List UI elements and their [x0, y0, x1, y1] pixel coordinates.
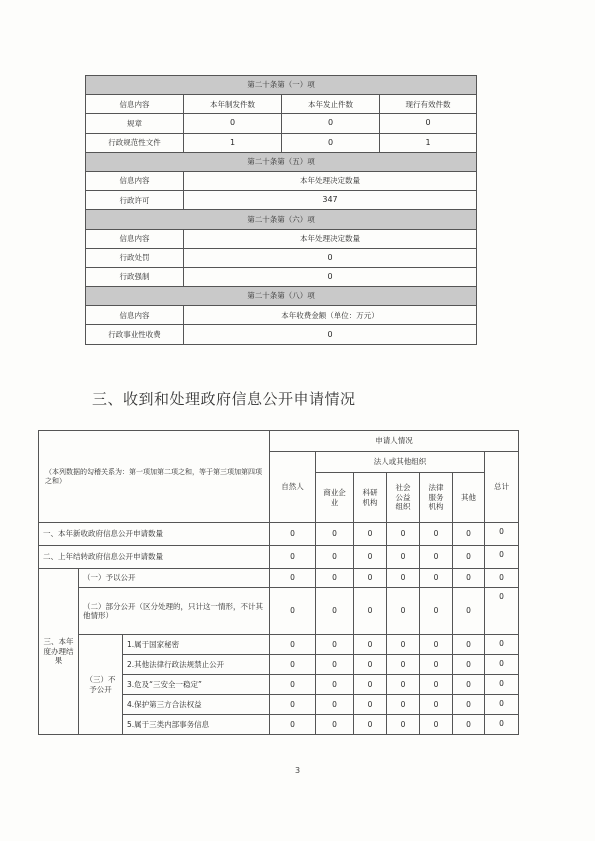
- cell-value: 0: [453, 569, 485, 588]
- cell-value: 0: [420, 695, 453, 715]
- application-stats-table: [38, 430, 519, 735]
- cell-value: 0: [453, 546, 485, 569]
- row-disclosed: （一）予以公开: [79, 569, 270, 588]
- cell-value: 0: [270, 569, 316, 588]
- col-header: 本年处理决定数量: [184, 229, 477, 248]
- cell-value: 0: [270, 655, 316, 675]
- legal-entity-header: 法人或其他组织: [316, 452, 485, 473]
- row-label: 行政事业性收费: [86, 325, 184, 344]
- cell-value: 0: [316, 695, 354, 715]
- cell-value: 0: [316, 523, 354, 546]
- cell-value: 0: [354, 675, 387, 695]
- cell-value: 0: [420, 569, 453, 588]
- cell-value: 0: [453, 635, 485, 655]
- cell-value: 0: [420, 588, 453, 635]
- cell-value: 0: [380, 114, 477, 133]
- cell-value: 0: [316, 588, 354, 635]
- page-number: 3: [294, 766, 301, 775]
- section-header: 第二十条第（一）项: [86, 76, 477, 95]
- cell-value: 0: [485, 546, 519, 569]
- cell-value: 0: [387, 569, 420, 588]
- row-label: 规章: [86, 114, 184, 133]
- cell-value: 0: [485, 569, 519, 588]
- section-title: 三、收到和处理政府信息公开申请情况: [92, 390, 356, 408]
- cell-value: 0: [316, 635, 354, 655]
- row-law-prohibited: 2.其他法律行政法规禁止公开: [123, 655, 270, 675]
- row-carried-over: 二、上年结转政府信息公开申请数量: [39, 546, 270, 569]
- cell-value: 0: [387, 655, 420, 675]
- cell-value: 0: [282, 114, 380, 133]
- cell-value: 0: [420, 523, 453, 546]
- cell-value: 0: [354, 523, 387, 546]
- cell-value: 347: [184, 191, 477, 210]
- row-label: 行政许可: [86, 191, 184, 210]
- row-partially-disclosed: （二）部分公开（区分处理的，只计这一情形，不计其他情形）: [79, 588, 270, 635]
- cell-value: 0: [184, 248, 477, 267]
- col-other: 其他: [453, 473, 485, 523]
- section-header: 第二十条第（五）项: [86, 152, 477, 171]
- row-security-stability: 3.危及“三安全一稳定”: [123, 675, 270, 695]
- section-header: 第二十条第（六）项: [86, 210, 477, 229]
- cell-value: 0: [316, 715, 354, 735]
- cell-value: 0: [453, 523, 485, 546]
- cell-value: 0: [420, 715, 453, 735]
- col-header: 信息内容: [86, 95, 184, 114]
- cell-value: 0: [354, 588, 387, 635]
- col-total: 总计: [485, 452, 519, 523]
- cell-value: 0: [485, 675, 519, 695]
- cell-value: 0: [387, 523, 420, 546]
- row-label: 行政处罚: [86, 248, 184, 267]
- row-label: 行政强制: [86, 267, 184, 286]
- cell-value: 0: [387, 715, 420, 735]
- cell-value: 0: [453, 588, 485, 635]
- cell-value: 0: [485, 695, 519, 715]
- cell-value: 0: [485, 635, 519, 655]
- col-natural-person: 自然人: [270, 452, 316, 523]
- row-internal-affairs: 5.属于三类内部事务信息: [123, 715, 270, 735]
- cell-value: 0: [420, 655, 453, 675]
- cell-value: 0: [184, 267, 477, 286]
- col-header: 信息内容: [86, 171, 184, 190]
- cell-value: 0: [270, 523, 316, 546]
- cell-value: 0: [316, 546, 354, 569]
- cell-value: 1: [184, 133, 282, 152]
- cell-value: 1: [380, 133, 477, 152]
- cell-value: 0: [485, 523, 519, 546]
- section-header: 第二十条第（八）项: [86, 287, 477, 306]
- row-third-party: 4.保护第三方合法权益: [123, 695, 270, 715]
- row-new-applications: 一、本年新收政府信息公开申请数量: [39, 523, 270, 546]
- row-state-secret: 1.属于国家秘密: [123, 635, 270, 655]
- col-header: 信息内容: [86, 306, 184, 325]
- row-group-not-disclosed: （三）不予公开: [79, 635, 123, 735]
- cell-value: 0: [420, 546, 453, 569]
- cell-value: 0: [453, 675, 485, 695]
- regulation-stats-table: [85, 75, 477, 345]
- cell-value: 0: [485, 655, 519, 675]
- cell-value: 0: [485, 715, 519, 735]
- row-group-results: 三、本年度办理结果: [39, 569, 79, 735]
- col-header: 本年发止件数: [282, 95, 380, 114]
- cell-value: 0: [485, 588, 519, 635]
- cell-value: 0: [354, 569, 387, 588]
- cell-value: 0: [270, 715, 316, 735]
- col-header: 现行有效件数: [380, 95, 477, 114]
- cell-value: 0: [354, 695, 387, 715]
- cell-value: 0: [387, 588, 420, 635]
- cell-value: 0: [354, 715, 387, 735]
- col-legal-service: 法律服务机构: [420, 473, 453, 523]
- cell-value: 0: [387, 635, 420, 655]
- col-public-welfare: 社会公益组织: [387, 473, 420, 523]
- col-header: 本年收费金额（单位：万元）: [184, 306, 477, 325]
- cell-value: 0: [354, 635, 387, 655]
- col-header: 信息内容: [86, 229, 184, 248]
- cell-value: 0: [387, 695, 420, 715]
- table-note: （本列数据的勾稽关系为：第一项加第二项之和，等于第三项加第四项之和）: [39, 431, 270, 523]
- col-header: 本年制发件数: [184, 95, 282, 114]
- cell-value: 0: [282, 133, 380, 152]
- cell-value: 0: [270, 635, 316, 655]
- cell-value: 0: [387, 546, 420, 569]
- cell-value: 0: [316, 675, 354, 695]
- cell-value: 0: [453, 715, 485, 735]
- cell-value: 0: [316, 655, 354, 675]
- cell-value: 0: [270, 588, 316, 635]
- col-header: 本年处理决定数量: [184, 171, 477, 190]
- cell-value: 0: [270, 675, 316, 695]
- cell-value: 0: [453, 695, 485, 715]
- col-research: 科研机构: [354, 473, 387, 523]
- cell-value: 0: [316, 569, 354, 588]
- col-commercial: 商业企业: [316, 473, 354, 523]
- cell-value: 0: [420, 675, 453, 695]
- cell-value: 0: [354, 546, 387, 569]
- cell-value: 0: [420, 635, 453, 655]
- applicant-header: 申请人情况: [270, 431, 519, 452]
- cell-value: 0: [184, 325, 477, 344]
- cell-value: 0: [184, 114, 282, 133]
- row-label: 行政规范性文件: [86, 133, 184, 152]
- cell-value: 0: [270, 546, 316, 569]
- cell-value: 0: [387, 675, 420, 695]
- cell-value: 0: [453, 655, 485, 675]
- cell-value: 0: [354, 655, 387, 675]
- cell-value: 0: [270, 695, 316, 715]
